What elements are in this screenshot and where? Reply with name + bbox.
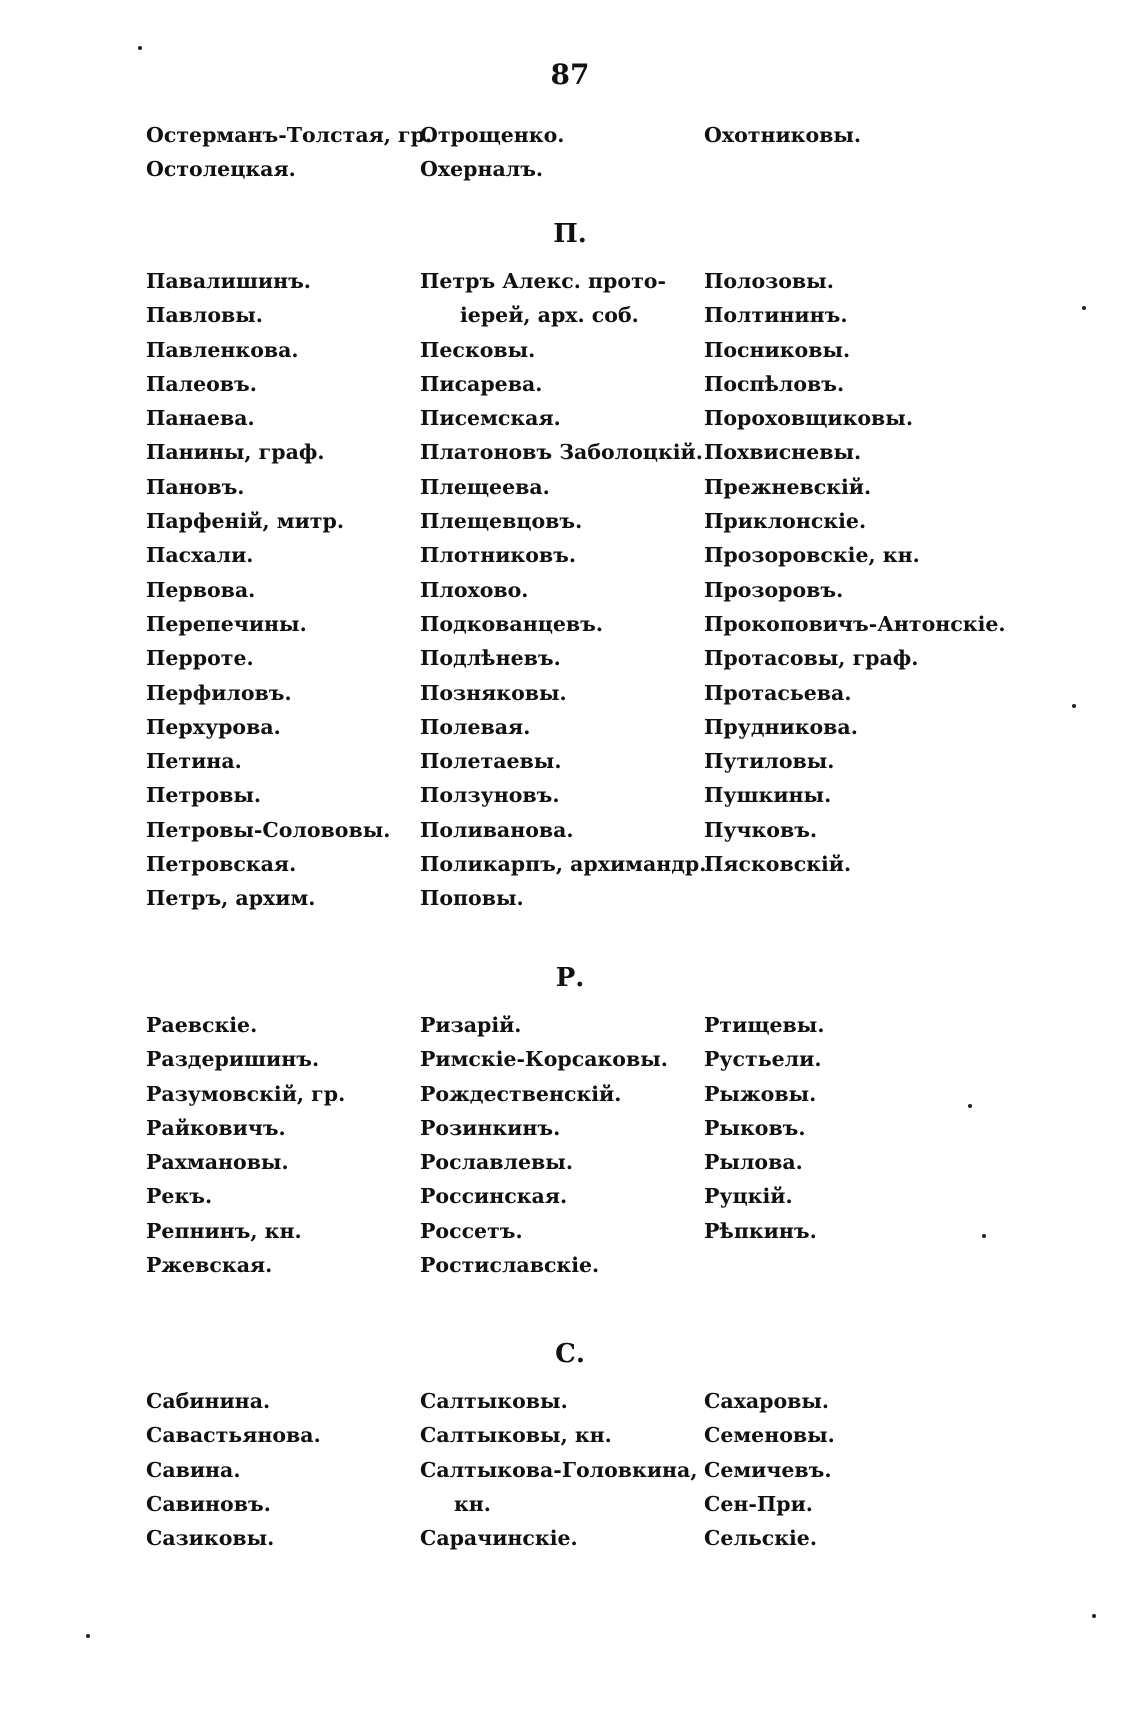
entry: Салтыковы. xyxy=(420,1389,568,1413)
entry: Сельскіе. xyxy=(704,1526,817,1551)
entry: Подлѣневъ. xyxy=(420,646,561,671)
entry: Посниковы. xyxy=(704,337,851,362)
entry: Петровы. xyxy=(146,783,262,808)
column-1 xyxy=(146,264,390,916)
entry: Сазиковы. xyxy=(146,1526,275,1551)
entry: Панаева. xyxy=(146,406,255,431)
entry: Петровы-Солововы. xyxy=(146,817,391,842)
entry: Прозоровъ. xyxy=(704,577,844,602)
entry: Салтыковы, кн. xyxy=(420,1423,612,1448)
page-number: 87 xyxy=(550,58,590,91)
entry: Петина. xyxy=(146,749,242,774)
entry: Рождественскій. xyxy=(420,1081,622,1106)
section-heading: П. xyxy=(553,219,587,249)
scan-speck xyxy=(1092,1614,1096,1618)
entry: Рыжовы. xyxy=(704,1081,817,1106)
entry: Пановъ. xyxy=(146,474,245,499)
column-3 xyxy=(704,1384,835,1555)
section-heading: С. xyxy=(555,1339,585,1369)
scan-speck xyxy=(968,1104,972,1108)
entry: Песковы. xyxy=(420,337,536,362)
entry: Подкованцевъ. xyxy=(420,611,603,636)
entry: Павленкова. xyxy=(146,337,299,362)
entry: Разумовскій, гр. xyxy=(146,1081,346,1106)
column-2 xyxy=(420,1384,697,1555)
entry: Ризарій. xyxy=(420,1013,522,1037)
entry: Поликарпъ, архимандр. xyxy=(420,852,707,877)
column-2 xyxy=(420,264,706,916)
entry: Сен-При. xyxy=(704,1491,813,1516)
entry: Остолецкая. xyxy=(146,157,296,182)
column-1 xyxy=(146,1008,345,1282)
entry: Остерманъ-Толстая, гр. xyxy=(146,123,433,147)
entry: Поспѣловъ. xyxy=(704,371,845,396)
entry: Перепечины. xyxy=(146,611,307,636)
entry: Плещевцовъ. xyxy=(420,509,583,534)
entry: Римскіе-Корсаковы. xyxy=(420,1047,668,1072)
column-1 xyxy=(146,1384,321,1555)
entry: Петръ Алекс. прото- xyxy=(420,269,666,293)
entry: Перроте. xyxy=(146,646,254,671)
entry: Сарачинскіе. xyxy=(420,1526,578,1551)
entry: Охерналъ. xyxy=(420,157,544,182)
entry: Полтининъ. xyxy=(704,303,848,328)
entry: Сахаровы. xyxy=(704,1389,830,1413)
entry: Прозоровскіе, кн. xyxy=(704,543,920,568)
entry: Прокоповичъ-Антонскіе. xyxy=(704,611,1006,636)
entry: Россинская. xyxy=(420,1184,568,1209)
entry: Ползуновъ. xyxy=(420,783,560,808)
entry: Плохово. xyxy=(420,577,529,602)
entry: Раевскіе. xyxy=(146,1013,258,1037)
entry: Писемская. xyxy=(420,406,561,431)
entry: Позняковы. xyxy=(420,680,567,705)
entry: Петръ, архим. xyxy=(146,886,316,911)
entry: Перфиловъ. xyxy=(146,680,292,705)
scan-speck xyxy=(1072,704,1076,708)
entry: Прежневскій. xyxy=(704,474,872,499)
section-p xyxy=(0,214,1140,911)
entry: Пушкины. xyxy=(704,783,832,808)
scan-speck xyxy=(86,1634,90,1638)
entry: Полевая. xyxy=(420,714,531,739)
entry: Пучковъ. xyxy=(704,817,818,842)
entry: Путиловы. xyxy=(704,749,835,774)
entry: Полетаевы. xyxy=(420,749,562,774)
entry: Пороховщиковы. xyxy=(704,406,913,431)
entry: Рѣпкинъ. xyxy=(704,1218,817,1243)
entry: Рахмановы. xyxy=(146,1150,289,1175)
entry: Первова. xyxy=(146,577,256,602)
entry: Поливанова. xyxy=(420,817,574,842)
entry: Петровская. xyxy=(146,852,297,877)
entry: Палеовъ. xyxy=(146,371,257,396)
entry: Семичевъ. xyxy=(704,1457,832,1482)
entry: Ртищевы. xyxy=(704,1013,825,1037)
scan-speck xyxy=(982,1234,986,1238)
scan-speck xyxy=(1082,306,1086,310)
column-1 xyxy=(146,118,432,187)
entry: кн. xyxy=(454,1491,491,1516)
entry: Савиновъ. xyxy=(146,1491,271,1516)
entry: Савастьянова. xyxy=(146,1423,321,1448)
entry: Сабинина. xyxy=(146,1389,271,1413)
entry: Ржевская. xyxy=(146,1253,273,1278)
entry: Рустьели. xyxy=(704,1047,822,1072)
entry: Савина. xyxy=(146,1457,241,1482)
entry: Репнинъ, кн. xyxy=(146,1218,302,1243)
entry: Пясковскій. xyxy=(704,852,852,877)
entry: Райковичъ. xyxy=(146,1115,286,1140)
section-heading: Р. xyxy=(555,963,585,993)
entry: Салтыкова-Головкина, xyxy=(420,1457,698,1482)
entry: Отрощенко. xyxy=(420,123,565,147)
entry: Протасовы, граф. xyxy=(704,646,919,671)
entry: Писарева. xyxy=(420,371,543,396)
entry: Полозовы. xyxy=(704,269,834,293)
entry: Прудникова. xyxy=(704,714,858,739)
entry: Плотниковъ. xyxy=(420,543,576,568)
entry: Рылова. xyxy=(704,1150,803,1175)
entry: Россетъ. xyxy=(420,1218,523,1243)
entry: Рекъ. xyxy=(146,1184,213,1209)
column-3 xyxy=(704,264,1006,881)
column-2 xyxy=(420,118,564,187)
entry: Поповы. xyxy=(420,886,524,911)
entry: Приклонскіе. xyxy=(704,509,867,534)
entry: Рославлевы. xyxy=(420,1150,573,1175)
entry: іерей, арх. соб. xyxy=(460,303,639,328)
entry: Панины, граф. xyxy=(146,440,325,465)
entry: Перхурова. xyxy=(146,714,281,739)
entry: Ростиславскіе. xyxy=(420,1253,600,1278)
entry: Плещеева. xyxy=(420,474,550,499)
section-r xyxy=(0,958,1140,1278)
column-2 xyxy=(420,1008,668,1282)
entry: Парфеній, митр. xyxy=(146,509,344,534)
entry: Раздеришинъ. xyxy=(146,1047,320,1072)
section-s xyxy=(0,1334,1140,1551)
scan-speck xyxy=(138,46,142,50)
entry: Платоновъ Заболоцкій. xyxy=(420,440,703,465)
entry: Павловы. xyxy=(146,303,263,328)
entry: Семеновы. xyxy=(704,1423,835,1448)
entry: Охотниковы. xyxy=(704,123,862,147)
column-3 xyxy=(704,1008,824,1248)
entry: Протасьева. xyxy=(704,680,852,705)
entry: Пасхали. xyxy=(146,543,254,568)
entry: Руцкій. xyxy=(704,1184,793,1209)
entry: Розинкинъ. xyxy=(420,1115,561,1140)
entry: Похвисневы. xyxy=(704,440,862,465)
column-3 xyxy=(704,118,861,152)
entry: Павалишинъ. xyxy=(146,269,311,293)
entry: Рыковъ. xyxy=(704,1115,806,1140)
